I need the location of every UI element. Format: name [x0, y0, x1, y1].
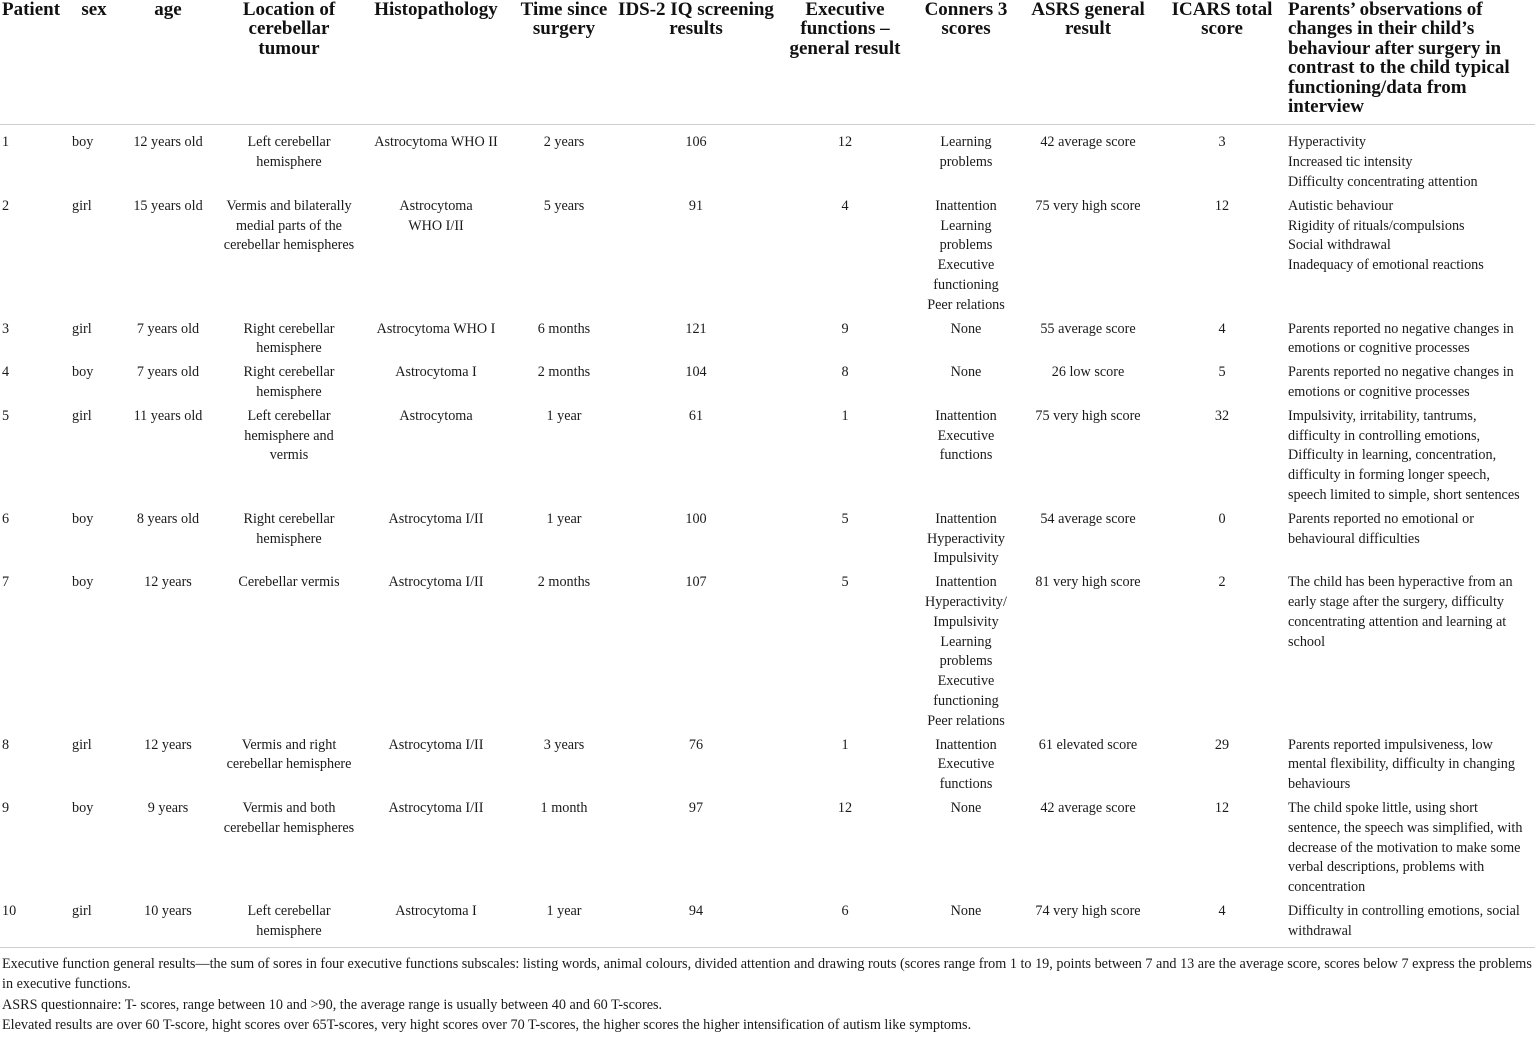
cell-histopathology-line: Astrocytoma I — [395, 902, 477, 919]
cell-location-line: Left cerebellar — [247, 134, 331, 151]
cell-location-line: Left cerebellar — [247, 902, 331, 919]
cell-location-line: hemisphere — [256, 530, 322, 547]
cell-parents-observations-line: speech limited to simple, short sentences — [1288, 486, 1520, 503]
cell-parents-observations-line: Parents reported no negative changes in — [1288, 320, 1514, 337]
cell-location-line: cerebellar hemispheres — [223, 819, 355, 836]
cell-iq: 104 — [685, 364, 707, 381]
cell-parents-observations-line: school — [1288, 633, 1326, 650]
cell-sex: girl — [72, 736, 92, 753]
cell-iq: 94 — [616, 902, 776, 947]
cell-histopathology — [360, 320, 512, 364]
cell-histopathology-line: Astrocytoma I/II — [388, 574, 484, 591]
cell-asrs: 42 average score — [1040, 799, 1136, 816]
cell-sex: boy — [72, 510, 94, 527]
cell-location-line: Right cerebellar — [243, 510, 335, 527]
header-executive-functions: Executive functions – general result — [776, 0, 914, 125]
cell-time-since-surgery: 5 years — [543, 197, 585, 214]
cell-location — [218, 902, 360, 947]
cell-histopathology-line: Astrocytoma I/II — [388, 736, 484, 753]
cell-location — [218, 736, 360, 799]
cell-time-since-surgery: 1 month — [540, 799, 588, 816]
header-patient: Patient — [0, 0, 70, 125]
cell-asrs: 26 low score — [1051, 364, 1125, 381]
cell-parents-observations-line: difficulty in forming longer speech, — [1288, 467, 1490, 484]
cell-conners-line: functions — [939, 776, 993, 793]
cell-location — [218, 407, 360, 510]
cell-histopathology — [360, 799, 512, 902]
cell-location — [218, 320, 360, 364]
cell-parents-observations-line: Impulsivity, irritability, tantrums, — [1288, 407, 1477, 424]
cell-time-since-surgery: 1 year — [546, 510, 582, 527]
cell-asrs: 81 very high score — [1035, 574, 1141, 591]
cell-parents-observations-line: emotions or cognitive processes — [1288, 340, 1470, 357]
footnote-executive-functions: Executive function general results—the sum of sores in four executive functions subscales: listing words, animal colours, divided attention and drawing routs (scores range from 1 to 19, points between 7 and 13 are the average score, scores below 7 express the problems in executive functions. — [2, 955, 1532, 993]
cell-parents-observations-line: concentration — [1288, 879, 1366, 896]
cell-parents-observations-line: behaviours — [1288, 776, 1351, 793]
header-location: Location of cerebellar tumour — [218, 0, 360, 125]
cell-conners-line: Hyperactivity/ — [925, 593, 1007, 610]
cell-conners — [914, 799, 1018, 902]
cell-parents-observations-line: The child has been hyperactive from an — [1288, 574, 1513, 591]
cell-conners-line: Learning — [940, 217, 992, 234]
cell-conners-line: Hyperactivity — [926, 530, 1005, 547]
cell-sex: girl — [70, 902, 118, 947]
cell-iq: 91 — [688, 197, 704, 214]
cell-location-line: cerebellar hemispheres — [223, 237, 355, 254]
cell-iq: 107 — [685, 574, 707, 591]
cell-time-since-surgery: 2 years — [543, 134, 585, 151]
cell-conners — [914, 736, 1018, 799]
cell-location-line: vermis — [269, 447, 309, 464]
cell-patient: 8 — [2, 736, 10, 753]
cell-age: 9 years — [147, 799, 189, 816]
cell-parents-observations-line: mental flexibility, difficulty in changing — [1288, 756, 1515, 773]
table-row — [0, 902, 1535, 947]
table-row — [0, 197, 1535, 320]
cell-histopathology — [360, 407, 512, 510]
cell-parents-observations — [1286, 902, 1535, 947]
cell-histopathology-line: WHO I/II — [408, 217, 464, 234]
cell-histopathology-line: Astrocytoma I/II — [388, 799, 484, 816]
table-row — [0, 363, 1535, 407]
cell-conners-line: problems — [939, 653, 993, 670]
cell-parents-observations — [1286, 363, 1535, 407]
cell-location-line: medial parts of the — [236, 217, 342, 234]
cell-icars: 12 — [1214, 197, 1230, 214]
cell-patient: 2 — [2, 197, 10, 214]
cell-patient: 10 — [0, 902, 70, 947]
header-histopathology: Histopathology — [360, 0, 512, 125]
cell-parents-observations-line: Difficulty in controlling emotions, social — [1288, 902, 1520, 919]
cell-executive-functions: 6 — [776, 902, 914, 947]
cell-parents-observations-line: verbal descriptions, problems with — [1288, 859, 1485, 876]
cell-icars: 32 — [1214, 407, 1230, 424]
cell-conners-line: Learning — [940, 633, 992, 650]
cell-age: 7 years old — [136, 320, 200, 337]
cell-asrs: 75 very high score — [1035, 197, 1141, 214]
cell-conners-line: Learning — [940, 134, 992, 151]
cell-conners-line: Impulsivity — [933, 550, 999, 567]
cell-parents-observations-line: emotions or cognitive processes — [1288, 384, 1470, 400]
cell-time-since-surgery: 6 months — [537, 320, 591, 337]
cell-conners-line: None — [950, 799, 982, 816]
cell-histopathology — [360, 736, 512, 799]
cell-conners — [914, 407, 1018, 510]
cell-parents-observations — [1286, 736, 1535, 799]
cell-executive-functions: 1 — [841, 407, 849, 424]
cell-patient: 5 — [2, 407, 10, 424]
cell-iq: 106 — [685, 134, 707, 151]
cell-histopathology-line: Astrocytoma WHO I — [376, 320, 496, 337]
cell-histopathology — [360, 125, 512, 197]
cell-conners-line: functions — [939, 447, 993, 464]
cell-location-line: Vermis and bilaterally — [226, 197, 352, 214]
cell-patient: 3 — [2, 320, 10, 337]
cell-location — [218, 363, 360, 407]
cell-age: 15 years old — [133, 197, 203, 214]
cell-iq: 121 — [685, 320, 707, 337]
cell-conners — [914, 125, 1018, 197]
cell-iq: 97 — [688, 799, 704, 816]
table-row — [0, 736, 1535, 799]
header-age: age — [118, 0, 218, 125]
table-header-row — [0, 0, 1535, 125]
cell-histopathology-line: Astrocytoma — [399, 197, 473, 214]
header-icars: ICARS total score — [1158, 0, 1286, 125]
cell-parents-observations-line: Hyperactivity — [1288, 134, 1367, 151]
cell-age: 8 years old — [136, 510, 200, 527]
cell-parents-observations — [1286, 799, 1535, 902]
table-row — [0, 510, 1535, 573]
table-row — [0, 573, 1535, 735]
table-footnotes — [0, 948, 1534, 1036]
cell-parents-observations-line: behavioural difficulties — [1288, 530, 1420, 547]
cell-parents-observations-line: Difficulty concentrating attention — [1288, 174, 1478, 191]
cell-location-line: Cerebellar vermis — [238, 574, 340, 591]
cell-conners — [914, 902, 1018, 947]
cell-executive-functions: 9 — [841, 320, 849, 337]
header-parents-observations: Parents’ observations of changes in their child’s behaviour after surgery in contrast to the child typical functioning/data from interview — [1286, 0, 1535, 125]
cell-histopathology — [360, 363, 512, 407]
cell-location-line: Right cerebellar — [243, 320, 335, 337]
cell-patient: 9 — [2, 799, 10, 816]
cell-age: 7 years old — [136, 364, 200, 381]
cell-parents-observations-line: The child spoke little, using short — [1288, 799, 1478, 816]
cell-iq: 76 — [688, 736, 704, 753]
cell-asrs: 55 average score — [1040, 320, 1136, 337]
cell-patient: 7 — [2, 574, 10, 591]
cell-location — [218, 510, 360, 573]
cell-executive-functions: 12 — [837, 799, 853, 816]
cell-parents-observations-line: Increased tic intensity — [1288, 154, 1413, 171]
cell-location — [218, 799, 360, 902]
cell-parents-observations-line: Parents reported impulsiveness, low — [1288, 736, 1493, 753]
cell-conners-line: None — [950, 364, 982, 381]
cell-location-line: hemisphere — [256, 154, 322, 171]
cell-location-line: hemisphere — [256, 340, 322, 357]
cell-conners-line: problems — [939, 237, 993, 254]
cell-sex: boy — [72, 574, 94, 591]
cell-parents-observations-line: Difficulty in learning, concentration, — [1288, 447, 1497, 464]
cell-asrs: 42 average score — [1040, 134, 1136, 151]
cell-histopathology — [360, 902, 512, 947]
cell-executive-functions: 5 — [841, 510, 849, 527]
cell-parents-observations-line: early stage after the surgery, difficulty — [1288, 593, 1505, 610]
cell-parents-observations-line: decrease of the motivation to make some — [1288, 839, 1521, 856]
cell-icars: 0 — [1218, 510, 1226, 527]
cell-parents-observations — [1286, 125, 1535, 197]
cell-location — [218, 125, 360, 197]
table-row — [0, 407, 1535, 510]
cell-time-since-surgery: 1 year — [546, 407, 582, 424]
cell-executive-functions: 4 — [841, 197, 849, 214]
cell-parents-observations — [1286, 320, 1535, 364]
cell-parents-observations-line: Inadequacy of emotional reactions — [1288, 257, 1484, 274]
cell-parents-observations-line: Social withdrawal — [1288, 237, 1391, 254]
cell-icars: 12 — [1214, 799, 1230, 816]
cell-histopathology — [360, 197, 512, 320]
cell-conners-line: Inattention — [935, 574, 997, 591]
cell-conners — [914, 363, 1018, 407]
cell-executive-functions: 8 — [841, 364, 849, 381]
cell-histopathology-line: Astrocytoma WHO II — [374, 134, 498, 151]
cell-icars: 4 — [1218, 320, 1226, 337]
cell-location — [218, 197, 360, 320]
cell-executive-functions: 5 — [841, 574, 849, 591]
cell-icars: 4 — [1158, 902, 1286, 947]
cell-icars: 3 — [1218, 134, 1226, 151]
cell-conners-line: Inattention — [935, 510, 997, 527]
cell-conners-line: problems — [939, 154, 993, 171]
cell-parents-observations — [1286, 197, 1535, 320]
cell-location-line: hemisphere — [256, 922, 322, 939]
cell-icars: 5 — [1218, 364, 1226, 381]
cell-parents-observations-line: withdrawal — [1288, 922, 1352, 939]
cell-histopathology — [360, 510, 512, 573]
cell-conners-line: Executive — [937, 756, 995, 773]
cell-conners-line: Executive — [937, 673, 995, 690]
cell-time-since-surgery: 2 months — [537, 364, 591, 381]
cell-asrs: 54 average score — [1040, 510, 1136, 527]
cell-parents-observations-line: Rigidity of rituals/compulsions — [1288, 217, 1465, 234]
cell-sex: girl — [72, 407, 92, 424]
cell-conners — [914, 197, 1018, 320]
cell-sex: boy — [72, 364, 94, 381]
cell-sex: girl — [72, 320, 92, 337]
cell-patient: 1 — [2, 134, 10, 151]
cell-parents-observations — [1286, 573, 1535, 735]
cell-location-line: cerebellar hemisphere — [226, 756, 352, 773]
cell-conners-line: Peer relations — [927, 712, 1005, 729]
cell-iq: 61 — [688, 407, 704, 424]
table-body — [0, 125, 1535, 947]
cell-sex: girl — [72, 197, 92, 214]
footnote-elevated-results: Elevated results are over 60 T-score, hight scores over 65T-scores, very hight scores over 70 T-scores, the higher scores the higher intensification of autism like symptoms. — [2, 1017, 972, 1034]
cell-parents-observations — [1286, 407, 1535, 510]
cell-parents-observations-line: Autistic behaviour — [1288, 197, 1394, 214]
cell-histopathology-line: Astrocytoma — [399, 407, 473, 424]
cell-location-line: Vermis and right — [241, 736, 337, 753]
cell-location-line: Left cerebellar — [247, 407, 331, 424]
cell-conners-line: None — [950, 320, 982, 337]
header-iq: IDS-2 IQ screening results — [616, 0, 776, 125]
footnote-asrs-scores: ASRS questionnaire: T- scores, range between 10 and >90, the average range is usually between 40 and 60 T-scores. — [2, 996, 663, 1013]
cell-histopathology-line: Astrocytoma I/II — [388, 510, 484, 527]
cell-conners-line: None — [950, 902, 982, 919]
cell-executive-functions: 12 — [837, 134, 853, 151]
table-row — [0, 320, 1535, 364]
cell-asrs: 75 very high score — [1035, 407, 1141, 424]
cell-patient: 6 — [2, 510, 10, 527]
cell-conners — [914, 320, 1018, 364]
cell-histopathology-line: Astrocytoma I — [395, 364, 477, 381]
cell-conners-line: functioning — [933, 277, 999, 294]
cell-patient: 4 — [2, 364, 10, 381]
cell-conners-line: Peer relations — [927, 296, 1005, 313]
cell-executive-functions: 1 — [841, 736, 849, 753]
cell-parents-observations-line: sentence, the speech was simplified, with — [1288, 819, 1523, 836]
cell-location-line: hemisphere and — [244, 427, 334, 444]
cell-conners — [914, 510, 1018, 573]
header-sex: sex — [70, 0, 118, 125]
cell-conners-line: functioning — [933, 692, 999, 709]
cell-parents-observations — [1286, 510, 1535, 573]
cell-parents-observations-line: concentrating attention and learning at — [1288, 613, 1507, 630]
cell-location-line: hemisphere — [256, 384, 322, 400]
table-row — [0, 799, 1535, 902]
cell-iq: 100 — [685, 510, 707, 527]
cell-asrs: 61 elevated score — [1038, 736, 1138, 753]
cell-age: 12 years — [144, 574, 192, 591]
cell-age: 11 years old — [133, 407, 203, 424]
cell-age: 12 years — [144, 736, 192, 753]
cell-time-since-surgery: 1 year — [512, 902, 616, 947]
cell-age: 12 years old — [133, 134, 203, 151]
cell-sex: boy — [72, 799, 94, 816]
cell-icars: 29 — [1214, 736, 1230, 753]
cell-location-line: Right cerebellar — [243, 364, 335, 381]
cell-sex: boy — [72, 134, 94, 151]
cell-histopathology — [360, 573, 512, 735]
cell-conners-line: Inattention — [935, 407, 997, 424]
header-asrs: ASRS general result — [1018, 0, 1158, 125]
cell-conners-line: Executive — [937, 257, 995, 274]
cell-time-since-surgery: 2 months — [537, 574, 591, 591]
cell-time-since-surgery: 3 years — [543, 736, 585, 753]
cell-location — [218, 573, 360, 735]
cell-parents-observations-line: difficulty in controlling emotions, — [1288, 427, 1481, 444]
cell-conners — [914, 573, 1018, 735]
cell-conners-line: Inattention — [935, 736, 997, 753]
cell-conners-line: Executive — [937, 427, 995, 444]
cell-icars: 2 — [1218, 574, 1226, 591]
cell-conners-line: Impulsivity — [933, 613, 999, 630]
header-conners: Conners 3 scores — [914, 0, 1018, 125]
cell-asrs: 74 very high score — [1018, 902, 1158, 947]
header-time-since-surgery: Time since surgery — [512, 0, 616, 125]
table-row — [0, 125, 1535, 197]
cell-location-line: Vermis and both — [242, 799, 336, 816]
cell-parents-observations-line: Parents reported no negative changes in — [1288, 364, 1514, 381]
cell-conners-line: Inattention — [935, 197, 997, 214]
cell-age: 10 years — [118, 902, 218, 947]
cell-parents-observations-line: Parents reported no emotional or — [1288, 510, 1474, 527]
